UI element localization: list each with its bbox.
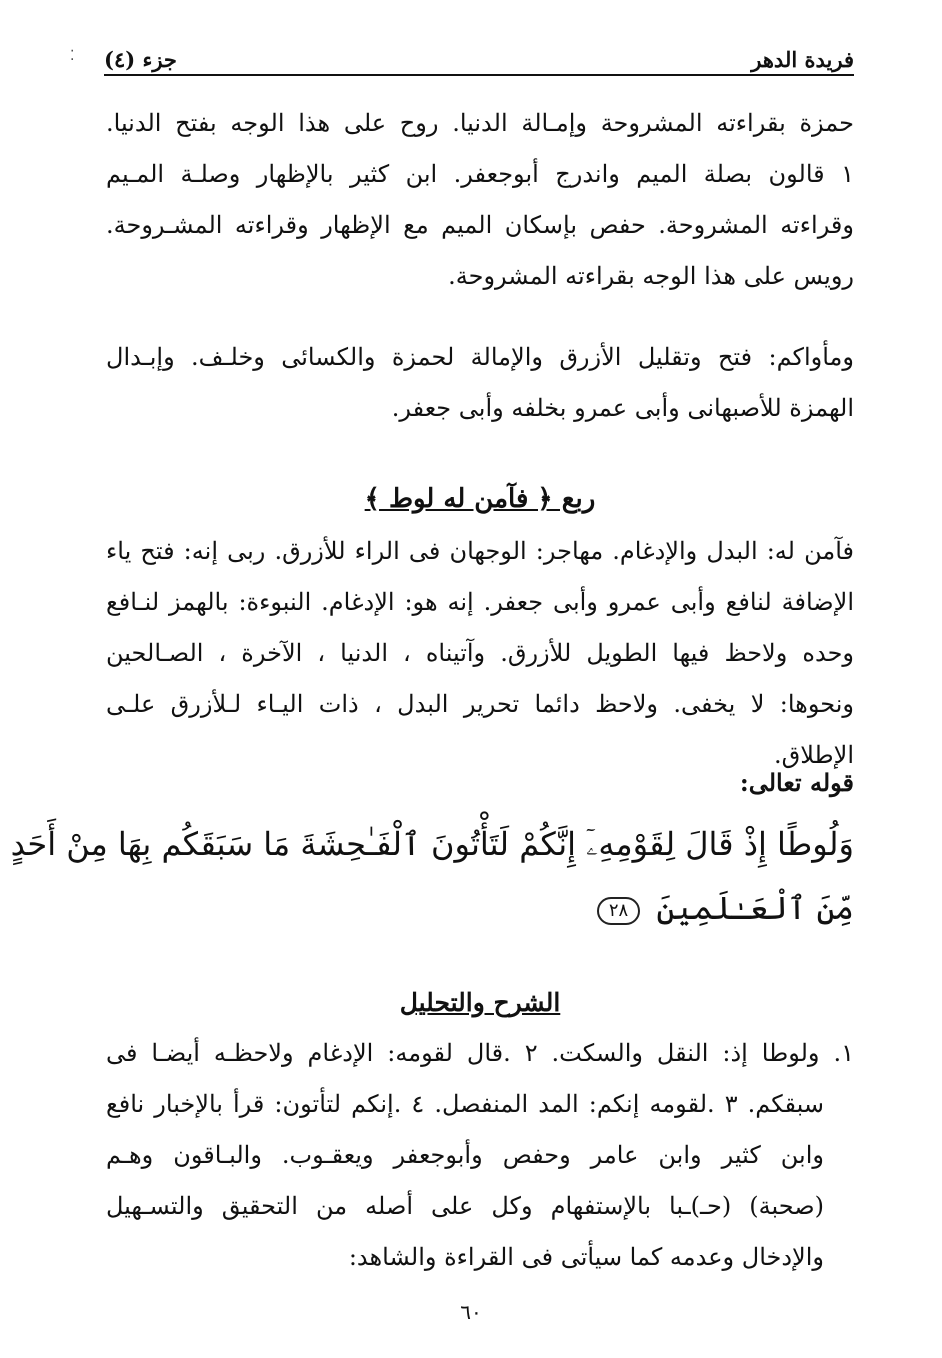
page-number: ٦٠	[460, 1300, 482, 1324]
text-line: الإضافة لنافع وأبى عمرو وأبى جعفر. إنه هو: الإدغام. النبوءة: بالهمز لنـافع	[106, 588, 854, 616]
book-title: فريدة الدهر	[751, 47, 854, 72]
text-line: (صحبة) (حـ)ـبا بالإستفهام وكل على أصله من التحقيق والتسـهيل	[106, 1192, 824, 1220]
text-line: ونحوها: لا يخفى. ولاحظ دائما تحرير البدل ، ذات اليـاء لـلأزرق علـى	[106, 690, 854, 718]
rub-heading: ربع ﴿ فآمن له لوط ﴾	[364, 484, 596, 514]
paragraph-3	[106, 526, 854, 781]
text-line: ١ قالون بصلة الميم واندرج أبوجعفر. ابن كثير بالإظهار وصلـة المـيم	[106, 160, 854, 188]
verse-line-text: مِّنَ ٱلْعَـٰلَمِينَ	[656, 889, 854, 927]
text-line: ١. ولوطا إذ: النقل والسكت. ٢ .قال لقومه: الإدغام ولاحظـه أيضـا فى	[106, 1039, 854, 1067]
text-line: والإدخال وعدمه كما سيأتى فى القراءة والشاهد:	[348, 1243, 824, 1271]
text-line: سبقكم. ٣ .لقومه إنكم: المد المنفصل. ٤ .إنكم لتأتون: قرأ بالإخبار نافع	[106, 1090, 824, 1118]
paragraph-4	[106, 1028, 854, 1283]
text-line: وحده ولاحظ فيها الطويل للأزرق. وآتيناه ، الدنيا ، الآخرة ، الصـالحين	[106, 639, 854, 667]
paragraph-2	[106, 332, 854, 434]
paragraph-1	[106, 98, 854, 302]
sharh-heading: الشرح والتحليل	[399, 988, 561, 1017]
text-line: الهمزة للأصبهانى وأبى عمرو بخلفه وأبى جعفر.	[391, 394, 854, 422]
ayah-number-badge: ٢٨	[597, 897, 640, 925]
text-line: الإطلاق.	[773, 741, 854, 769]
text-line: وابن كثير وابن عامر وحفص وأبوجعفر ويعقـوب. والبـاقون وهـم	[106, 1141, 824, 1169]
part-label: جزء (٤)	[104, 47, 177, 72]
text-line: فآمن له: البدل والإدغام. مهاجر: الوجهان فى الراء للأزرق. ربى إنه: فتح ياء	[106, 537, 854, 565]
text-line: حمزة بقراءته المشروحة وإمـالة الدنيا. روح على هذا الوجه بفتح الدنيا.	[106, 109, 854, 137]
verse-line-2	[106, 876, 854, 940]
text-line: وقراءته المشروحة. حفص بإسكان الميم مع الإظهار وقراءته المشـروحة.	[106, 211, 854, 239]
verse-line: وَلُوطًا إِذْ قَالَ لِقَوْمِهِۦٓ إِنَّكُمْ لَتَأْتُونَ ٱلْفَـٰحِشَةَ مَا سَبَقَكُم بِهَا مِنْ أَحَدٍ	[10, 825, 854, 863]
scan-speck: ⁚	[70, 48, 75, 64]
qawl-label: قوله تعالى:	[739, 768, 854, 797]
quran-verse	[10, 812, 854, 940]
page-header	[104, 38, 854, 76]
text-line: ومأواكم: فتح وتقليل الأزرق والإمالة لحمزة والكسائى وخلـف. وإبـدال	[106, 343, 854, 371]
text-line: رويس على هذا الوجه بقراءته المشروحة.	[448, 262, 854, 290]
